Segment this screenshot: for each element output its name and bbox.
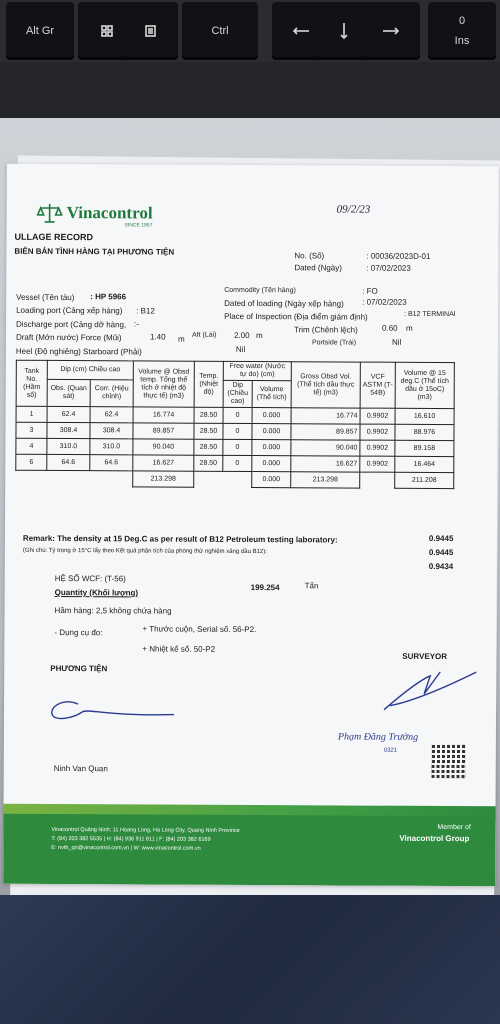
key-ins: 0 Ins	[428, 2, 496, 60]
footer-phone: T: (84) 203 382 5535 | H: (84) 936 911 811 | F: (84) 203 382 6169	[51, 835, 211, 843]
key-altgr: Alt Gr	[6, 2, 74, 60]
cell-temp: 28.50	[194, 423, 223, 439]
measuring-tool-1: + Thước cuộn, Serial số. 56-P2.	[142, 624, 257, 635]
cell-volume-15: 89.158	[395, 440, 454, 456]
cell-tank: 6	[16, 454, 47, 470]
draft-aft-value: 2.00	[233, 330, 250, 340]
header-temp: Temp. (Nhiệt độ)	[194, 361, 223, 407]
header-vcf: VCF ASTM (T-54B)	[360, 362, 395, 408]
cell-temp: 28.50	[194, 439, 223, 455]
member-of: Member of	[437, 823, 471, 832]
cell-temp: 28.50	[194, 455, 223, 471]
heel-label: Heel (Độ nghiêng) Starboard (Phải)	[15, 346, 142, 357]
vinacontrol-scale-icon	[37, 202, 63, 224]
draft-force-value: 1.40	[149, 332, 166, 342]
trim-unit: m	[406, 323, 413, 333]
header-volume-15: Volume @ 15 deg.C (Thể tích dầu ở 15oC) (m3)	[395, 362, 454, 408]
draft-aft-unit: m	[255, 331, 263, 341]
cell-corr: 62.4	[90, 407, 133, 423]
cell-volume-15: 16.610	[395, 408, 454, 424]
table-header-row	[16, 360, 454, 381]
dated-loading-label: Dated of loading (Ngày xếp hàng)	[224, 298, 344, 309]
qr-code	[432, 744, 466, 778]
commodity-value: : FO	[362, 286, 378, 296]
cell-vcf: 0.9902	[360, 408, 395, 424]
company-since: SINCE 1957	[124, 222, 153, 229]
cell-free-volume: 0.000	[252, 424, 291, 440]
cell-volume: 89.857	[133, 423, 194, 439]
heel-starboard-value: Nil	[235, 344, 246, 354]
cell-free-volume: 0.000	[252, 456, 291, 472]
header-free-water: Free water (Nước tự do) (cm)	[223, 361, 291, 380]
cell-volume: 16.774	[133, 407, 194, 423]
density-3: 0.9434	[428, 561, 454, 572]
draft-label: Draft (Mớn nước) Force (Mũi)	[15, 332, 122, 343]
cell-volume: 90.040	[133, 439, 194, 455]
windows-icon	[101, 25, 113, 37]
header-free-volume: Volume (Thể tích)	[252, 381, 291, 408]
header-free-dip: Dip (Chiều cao)	[223, 380, 252, 407]
cell-vcf: 0.9902	[360, 440, 395, 456]
title-vn: BIÊN BẢN TÌNH HÀNG TẠI PHƯƠNG TIỆN	[14, 246, 175, 257]
cell-obs: 62.4	[47, 406, 90, 422]
footer-contact: E: nvth_qn@vinacontrol.com.vn | W: www.vinacontrol.com.vn	[51, 844, 201, 852]
commodity-label: Commodity (Tên hàng)	[224, 286, 296, 295]
portside-label: Portside (Trái)	[311, 339, 357, 347]
key-right-arrow	[362, 2, 420, 60]
ullage-table	[15, 360, 455, 489]
arrow-right-icon	[382, 27, 400, 35]
header-obs: Obs. (Quan sát)	[47, 379, 90, 406]
quantity-label: Quantity (Khối lượng)	[54, 587, 139, 598]
vessel-signature	[44, 696, 184, 727]
cell-free-volume: 0.000	[252, 408, 291, 424]
portside-value: Nil	[391, 337, 402, 347]
total-volume: 213.298	[133, 471, 194, 487]
cell-vcf: 0.9902	[360, 456, 395, 472]
menu-icon	[145, 25, 156, 37]
dated-loading-value: : 07/02/2023	[362, 297, 407, 307]
measuring-tool-2: + Nhiệt kế số. 50-P2	[142, 644, 216, 654]
handwritten-date: 09/2/23	[336, 203, 371, 216]
surveyor-signature	[380, 666, 480, 717]
loading-port-label: Loading port (Cảng xếp hàng)	[16, 305, 123, 316]
title-en: ULLAGE RECORD	[14, 231, 94, 243]
cell-corr: 308.4	[90, 423, 133, 439]
cell-corr: 64.6	[90, 455, 133, 471]
discharge-label: Discharge port (Cảng dỡ hàng,	[16, 319, 127, 330]
keyboard	[0, 0, 500, 118]
header-gross: Gross Obsd Vol. (Thể tích dầu thực tế) (m3)	[291, 362, 360, 408]
draft-aft-label: Aft (Lái)	[191, 331, 217, 339]
arrow-down-icon	[340, 22, 348, 40]
footer-address: Vinacontrol Quảng Ninh: 11 Hoang Long, Ha Long City, Quang Ninh Province	[51, 826, 240, 834]
cell-tank: 1	[16, 406, 47, 422]
vessel-side-label: PHƯƠNG TIỆN	[50, 663, 108, 674]
cell-tank: 4	[16, 438, 47, 454]
cell-free-volume: 0.000	[252, 440, 291, 456]
remark-note: (Ghi chú: Tỷ trọng ở 15°C lấy theo Kết quả phân tích của phòng thử nghiệm xăng dầu B12):	[22, 547, 267, 556]
cell-gross: 16.774	[291, 408, 360, 424]
cell-gross: 89.857	[291, 424, 360, 440]
total-free-volume: 0.000	[252, 472, 291, 488]
surveyor-label: SURVEYOR	[402, 651, 448, 662]
cell-volume-15: 16.464	[395, 456, 454, 472]
cell-vcf: 0.9902	[360, 424, 395, 440]
cell-corr: 310.0	[90, 439, 133, 455]
inspection-value: : B12 TERMINAl	[404, 310, 456, 319]
wcf-label: HỆ SỐ WCF: (T-56)	[54, 573, 126, 584]
key-ctrl: Ctrl	[182, 2, 258, 60]
vessel-representative: Ninh Van Quan	[53, 763, 108, 774]
cell-free-dip: 0	[223, 455, 252, 471]
arrow-left-icon	[292, 27, 310, 35]
total-gross: 213.298	[291, 472, 360, 488]
cell-gross: 16.627	[291, 456, 360, 472]
company-name: Vinacontrol	[66, 203, 153, 223]
footer-band	[3, 814, 495, 887]
header-volume: Volume @ Obsd temp. Tổng thể tích ở nhiệt độ thực tế) (m3)	[133, 361, 194, 407]
header-corr: Corr. (Hiệu chỉnh)	[90, 380, 133, 407]
measuring-tools-label: - Dụng cụ đo:	[54, 627, 103, 638]
company-logo	[37, 202, 153, 229]
cell-gross: 90.040	[291, 440, 360, 456]
trim-value: 0.60	[382, 323, 398, 333]
header-dip: Dip (cm) Chiều cao	[47, 360, 133, 379]
ham-hang-note: Hầm hàng: 2,5 không chứa hàng	[54, 605, 172, 616]
surveyor-name: Phạm Đăng Trường	[337, 731, 419, 743]
quantity-unit: Tấn	[304, 581, 319, 591]
density-2: 0.9445	[428, 547, 454, 558]
dated-label: Dated (Ngày)	[294, 263, 342, 273]
density-1: 0.9445	[428, 533, 454, 544]
surveyor-code: 0321	[383, 747, 398, 754]
cell-free-dip: 0	[223, 439, 252, 455]
keyboard-base	[0, 62, 500, 118]
dated-value: : 07/02/2023	[366, 263, 411, 273]
vessel-label: Vessel (Tên tàu)	[16, 292, 75, 303]
key-menu	[122, 2, 178, 60]
background-fabric	[0, 895, 500, 1024]
no-label: No. (Số)	[294, 251, 325, 261]
cell-obs: 310.0	[47, 438, 90, 454]
member-group: Vinacontrol Group	[399, 833, 470, 844]
quantity-value: 199.254	[250, 582, 280, 593]
discharge-value: :-	[134, 319, 139, 329]
inspection-label: Place of Inspection (Địa điểm giám định)	[224, 311, 368, 322]
loading-port-value: : B12	[136, 306, 155, 316]
cell-obs: 64.6	[47, 454, 90, 470]
cell-tank: 3	[16, 422, 47, 438]
cell-obs: 308.4	[47, 422, 90, 438]
cell-volume: 16.627	[133, 455, 194, 471]
table-total-row	[16, 470, 454, 488]
total-volume-15: 211.208	[395, 472, 454, 488]
trim-label: Trim (Chênh lệch)	[293, 325, 358, 335]
vessel-value: : HP 5966	[90, 292, 127, 302]
cell-temp: 28.50	[194, 407, 223, 423]
ullage-record-document	[3, 164, 499, 887]
cell-volume-15: 88.976	[395, 424, 454, 440]
remark: Remark: The density at 15 Deg.C as per result of B12 Petroleum testing laboratory:	[22, 533, 338, 545]
no-value: : 00036/2023D-01	[366, 251, 431, 261]
cell-free-dip: 0	[223, 407, 252, 423]
header-tank: Tank No. (Hầm số)	[16, 360, 47, 406]
cell-free-dip: 0	[223, 423, 252, 439]
draft-force-unit: m	[177, 334, 185, 344]
